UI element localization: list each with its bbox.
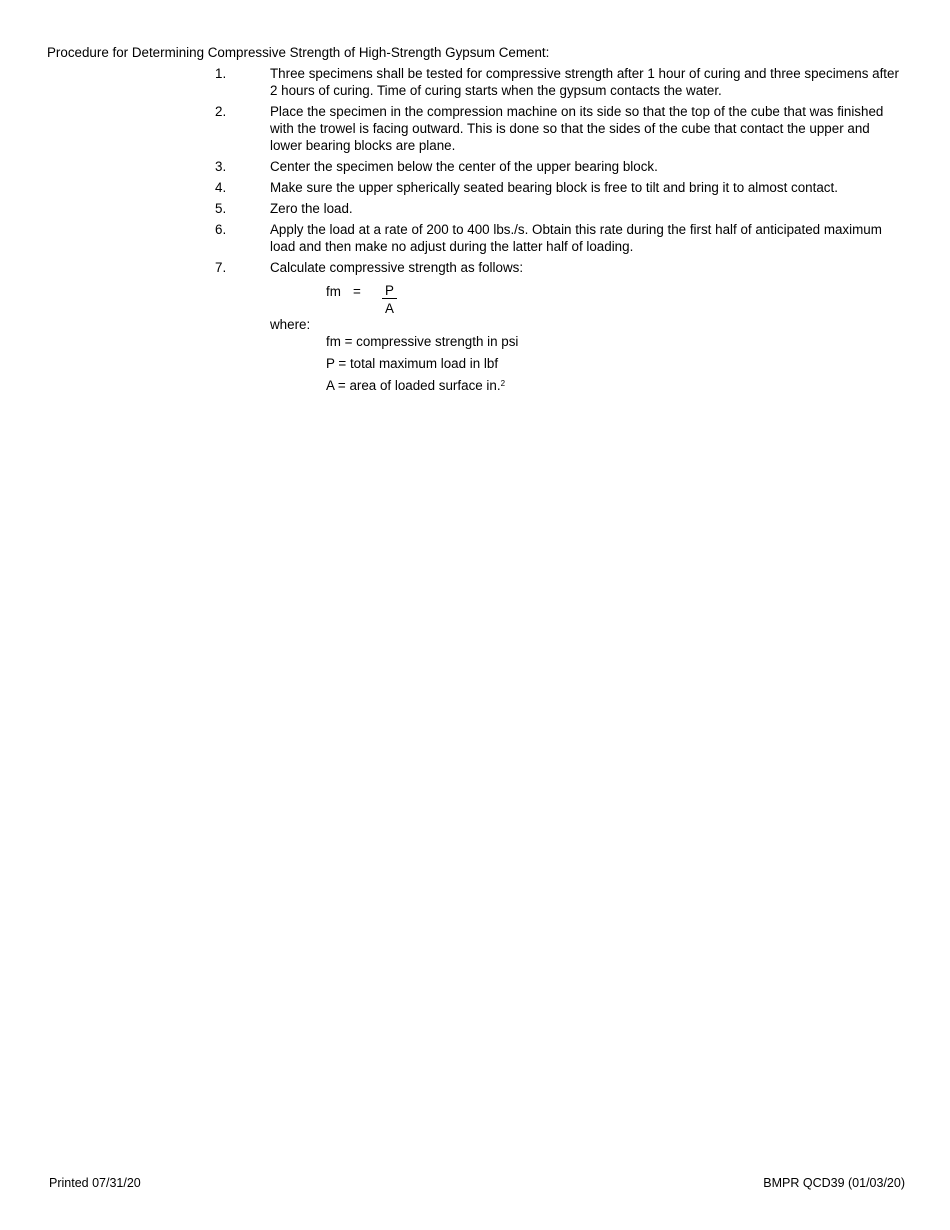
step-text: Place the specimen in the compression machine on its side so that the top of the cube that was finished with the trowel is facing outward. This is done so that the sides of the cube that contact the upper and lower bearing blocks are plane. (270, 104, 884, 153)
procedure-steps (215, 65, 905, 280)
formula-denominator: A (385, 301, 394, 316)
step-number: 6. (215, 222, 227, 237)
formula-equals: = (353, 284, 361, 299)
step-7 (215, 259, 905, 276)
step-text: Calculate compressive strength as follows: (270, 260, 524, 275)
step-number: 3. (215, 159, 227, 174)
where-label: where: (270, 317, 311, 332)
printed-date: Printed 07/31/20 (49, 1176, 141, 1190)
step-number: 1. (215, 66, 227, 81)
step-text: Make sure the upper spherically seated bearing block is free to tilt and bring it to almost contact. (270, 180, 838, 195)
variable-definitions (326, 333, 518, 399)
step-number: 5. (215, 201, 227, 216)
definition-p: P = total maximum load in lbf (326, 356, 499, 371)
form-id: BMPR QCD39 (01/03/20) (763, 1176, 905, 1190)
step-2 (215, 103, 905, 154)
step-5 (215, 200, 905, 217)
step-6 (215, 221, 905, 255)
step-4 (215, 179, 905, 196)
definition-a-superscript: 2 (500, 379, 506, 388)
step-text: Center the specimen below the center of the upper bearing block. (270, 159, 658, 174)
step-number: 2. (215, 104, 227, 119)
step-text: Zero the load. (270, 201, 353, 216)
step-text: Apply the load at a rate of 200 to 400 lbs./s. Obtain this rate during the first half of anticipated maximum load and then make no adjust during the latter half of loading. (270, 222, 882, 254)
definition-fm: fm = compressive strength in psi (326, 334, 519, 349)
formula-lhs: fm (326, 284, 341, 299)
step-text: Three specimens shall be tested for compressive strength after 1 hour of curing and three specimens after 2 hours of curing. Time of curing starts when the gypsum contacts the water. (270, 66, 899, 98)
formula-numerator: P (382, 283, 397, 299)
step-number: 7. (215, 260, 227, 275)
document-title: Procedure for Determining Compressive Strength of High-Strength Gypsum Cement: (47, 45, 550, 60)
definition-a (326, 377, 518, 394)
compressive-strength-formula (326, 283, 446, 317)
step-1 (215, 65, 905, 99)
definition-a-text: A = area of loaded surface in. (326, 378, 501, 393)
step-number: 4. (215, 180, 227, 195)
step-3 (215, 158, 905, 175)
